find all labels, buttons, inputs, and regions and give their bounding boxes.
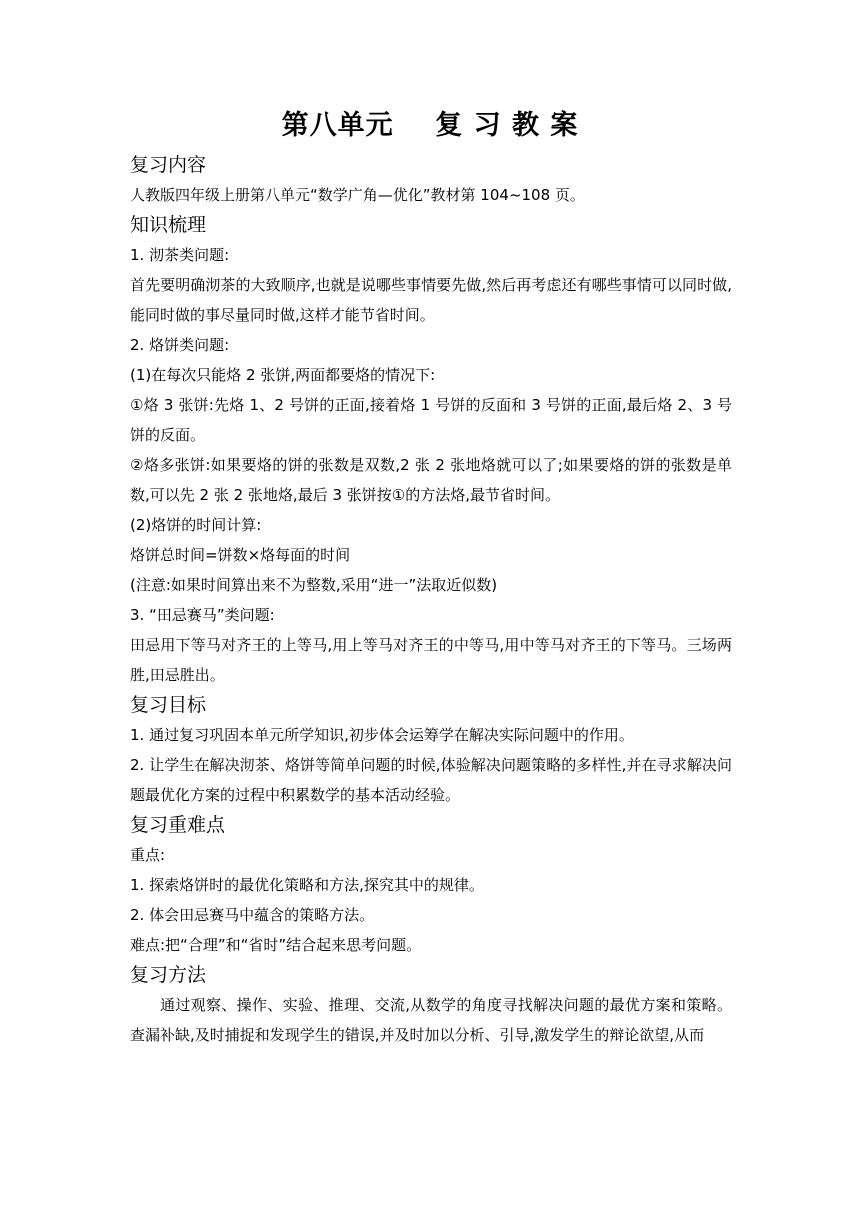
goal-item-2: 2. 让学生在解决沏茶、烙饼等简单问题的时候,体验解决问题策略的多样性,并在寻求解决问题最优化方案的过程中积累数学的基本活动经验。 xyxy=(130,756,732,804)
knowledge-item-tea: 1. 沏茶类问题: xyxy=(130,246,230,264)
goal-item-1: 1. 通过复习巩固本单元所学知识,初步体会运筹学在解决实际问题中的作用。 xyxy=(130,726,634,744)
document-body xyxy=(130,150,732,1050)
knowledge-item-pancake: 2. 烙饼类问题: xyxy=(130,336,230,354)
document-title: 第八单元 复 习 教 案 xyxy=(281,110,579,141)
methods-text: 通过观察、操作、实验、推理、交流,从数学的角度寻找解决问题的最优方案和策略。查漏补缺,及时捕捉和发现学生的错误,并及时加以分析、引导,激发学生的辩论欲望,从而 xyxy=(130,996,732,1044)
section-heading-review-content: 复习内容 xyxy=(130,154,207,176)
section-heading-methods: 复习方法 xyxy=(130,964,207,986)
section-heading-knowledge: 知识梳理 xyxy=(130,214,207,236)
knowledge-item-pancake-many: ②烙多张饼:如果要烙的饼的张数是双数,2 张 2 张地烙就可以了;如果要烙的饼的张数是单数,可以先 2 张 2 张地烙,最后 3 张饼按①的方法烙,最节省时间。 xyxy=(130,456,732,504)
knowledge-item-horse-race-text: 田忌用下等马对齐王的上等马,用上等马对齐王的中等马,用中等马对齐王的下等马。三场两胜,田忌胜出。 xyxy=(130,636,732,684)
section-heading-keypoints: 复习重难点 xyxy=(130,814,226,836)
knowledge-item-pancake-three: ①烙 3 张饼:先烙 1、2 号饼的正面,接着烙 1 号饼的反面和 3 号饼的正面,最后烙 2、3 号饼的反面。 xyxy=(130,396,732,444)
keypoint-item-1: 1. 探索烙饼时的最优化策略和方法,探究其中的规律。 xyxy=(130,876,484,894)
keypoint-item-2: 2. 体会田忌赛马中蕴含的策略方法。 xyxy=(130,906,375,924)
knowledge-item-pancake-condition: (1)在每次只能烙 2 张饼,两面都要烙的情况下: xyxy=(130,366,436,384)
knowledge-item-pancake-formula: 烙饼总时间=饼数×烙每面的时间 xyxy=(130,546,351,564)
keypoint-label: 重点: xyxy=(130,846,166,864)
difficulty-item: 难点:把“合理”和“省时”结合起来思考问题。 xyxy=(130,936,422,954)
review-content-text: 人教版四年级上册第八单元“数学广角—优化”教材第 104~108 页。 xyxy=(130,186,585,204)
section-heading-goals: 复习目标 xyxy=(130,694,207,716)
knowledge-item-pancake-note: (注意:如果时间算出来不为整数,采用“进一”法取近似数) xyxy=(130,576,498,594)
knowledge-item-tea-text: 首先要明确沏茶的大致顺序,也就是说哪些事情要先做,然后再考虑还有哪些事情可以同时做,能同时做的事尽量同时做,这样才能节省时间。 xyxy=(130,276,732,324)
knowledge-item-horse-race: 3. “田忌赛马”类问题: xyxy=(130,606,275,624)
knowledge-item-pancake-time: (2)烙饼的时间计算: xyxy=(130,516,262,534)
